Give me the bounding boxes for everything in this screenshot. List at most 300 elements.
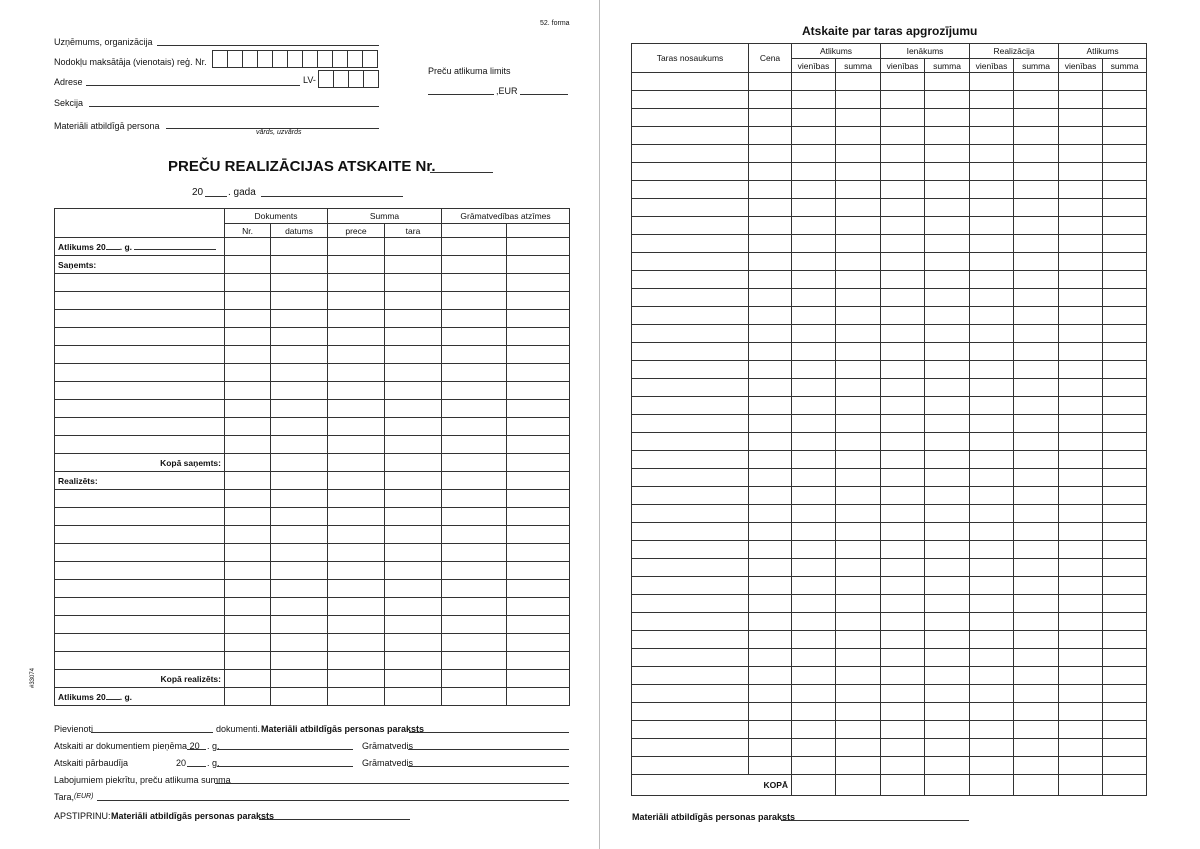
table-cell[interactable]: [792, 451, 836, 469]
table-cell[interactable]: [385, 238, 442, 256]
table-cell[interactable]: [836, 217, 881, 235]
table-cell[interactable]: [507, 256, 570, 274]
table-cell[interactable]: [385, 580, 442, 598]
table-cell[interactable]: [970, 307, 1014, 325]
table-cell[interactable]: [632, 145, 749, 163]
table-cell[interactable]: [1103, 379, 1147, 397]
table-cell[interactable]: [271, 364, 328, 382]
table-cell[interactable]: [632, 685, 749, 703]
table-cell[interactable]: [970, 685, 1014, 703]
table-cell[interactable]: [328, 238, 385, 256]
table-cell[interactable]: [881, 217, 925, 235]
table-cell[interactable]: [632, 631, 749, 649]
table-cell[interactable]: [881, 649, 925, 667]
table-cell[interactable]: [925, 649, 970, 667]
company-field[interactable]: [157, 45, 379, 46]
table-cell[interactable]: [881, 451, 925, 469]
table-cell[interactable]: [792, 577, 836, 595]
table-cell[interactable]: [792, 109, 836, 127]
table-cell[interactable]: [925, 667, 970, 685]
table-cell[interactable]: [632, 109, 749, 127]
table-cell[interactable]: [881, 235, 925, 253]
table-cell[interactable]: [970, 397, 1014, 415]
table-cell[interactable]: [271, 310, 328, 328]
table-cell[interactable]: [225, 382, 271, 400]
table-cell[interactable]: [1014, 451, 1059, 469]
table-cell[interactable]: [507, 310, 570, 328]
table-cell[interactable]: [271, 274, 328, 292]
date-field[interactable]: [261, 196, 403, 197]
table-cell[interactable]: [836, 253, 881, 271]
table-cell[interactable]: [970, 649, 1014, 667]
table-cell[interactable]: [836, 613, 881, 631]
table-cell[interactable]: [1014, 577, 1059, 595]
table-cell[interactable]: [836, 325, 881, 343]
table-cell[interactable]: [1103, 217, 1147, 235]
table-cell[interactable]: [970, 631, 1014, 649]
table-cell[interactable]: [836, 73, 881, 91]
table-cell[interactable]: [507, 292, 570, 310]
table-cell[interactable]: [749, 523, 792, 541]
gramatvedis2-field[interactable]: [408, 766, 569, 767]
table-cell[interactable]: [749, 703, 792, 721]
table-cell[interactable]: [925, 361, 970, 379]
table-cell[interactable]: [1059, 469, 1103, 487]
table-cell[interactable]: [749, 199, 792, 217]
table-cell[interactable]: [328, 256, 385, 274]
table-cell[interactable]: [749, 433, 792, 451]
table-cell[interactable]: [1059, 109, 1103, 127]
table-cell[interactable]: [792, 523, 836, 541]
table-cell[interactable]: [836, 505, 881, 523]
table-cell[interactable]: [792, 361, 836, 379]
table-cell[interactable]: [925, 451, 970, 469]
table-cell[interactable]: [1059, 487, 1103, 505]
table-cell[interactable]: [970, 559, 1014, 577]
table-cell[interactable]: [442, 580, 507, 598]
table-cell[interactable]: [1103, 613, 1147, 631]
table-cell[interactable]: [507, 562, 570, 580]
table-cell[interactable]: [225, 454, 271, 472]
table-cell[interactable]: [1014, 667, 1059, 685]
table-cell[interactable]: [792, 703, 836, 721]
table-cell[interactable]: [442, 382, 507, 400]
table-cell[interactable]: [881, 595, 925, 613]
table-cell[interactable]: [225, 274, 271, 292]
table-cell[interactable]: [271, 454, 328, 472]
table-cell[interactable]: [507, 616, 570, 634]
table-cell[interactable]: [749, 757, 792, 775]
paraksts2-field[interactable]: [259, 819, 410, 820]
table-cell[interactable]: [970, 361, 1014, 379]
table-cell[interactable]: [925, 415, 970, 433]
table-cell[interactable]: [881, 325, 925, 343]
table-cell[interactable]: [632, 523, 749, 541]
table-cell[interactable]: [836, 109, 881, 127]
table-cell[interactable]: [749, 487, 792, 505]
table-cell[interactable]: [1014, 343, 1059, 361]
table-cell[interactable]: [749, 271, 792, 289]
parbaudija-year-field[interactable]: [187, 766, 206, 767]
table-cell[interactable]: [749, 361, 792, 379]
table-cell[interactable]: [1014, 379, 1059, 397]
paraksts-field[interactable]: [409, 732, 569, 733]
table-cell[interactable]: [271, 436, 328, 454]
table-cell[interactable]: [925, 397, 970, 415]
table-cell[interactable]: [632, 649, 749, 667]
table-cell[interactable]: [632, 721, 749, 739]
table-cell[interactable]: [271, 508, 328, 526]
table-cell[interactable]: [1103, 235, 1147, 253]
table-cell[interactable]: [1014, 217, 1059, 235]
table-cell[interactable]: [328, 544, 385, 562]
table-cell[interactable]: [836, 271, 881, 289]
table-cell[interactable]: [328, 670, 385, 688]
table-cell[interactable]: [881, 181, 925, 199]
table-cell[interactable]: [632, 91, 749, 109]
table-cell[interactable]: [1014, 145, 1059, 163]
table-cell[interactable]: [792, 559, 836, 577]
table-cell[interactable]: [925, 235, 970, 253]
table-cell[interactable]: [1103, 721, 1147, 739]
table-cell[interactable]: [271, 652, 328, 670]
table-cell[interactable]: [632, 343, 749, 361]
table-cell[interactable]: [836, 91, 881, 109]
table-cell[interactable]: [271, 490, 328, 508]
table-cell[interactable]: [1103, 577, 1147, 595]
table-cell[interactable]: [1014, 181, 1059, 199]
table-cell[interactable]: [925, 739, 970, 757]
table-cell[interactable]: [792, 469, 836, 487]
gramatvedis-field[interactable]: [408, 749, 569, 750]
table-cell[interactable]: [1103, 397, 1147, 415]
table-cell[interactable]: [225, 490, 271, 508]
table-cell[interactable]: [970, 199, 1014, 217]
table-cell[interactable]: [1103, 649, 1147, 667]
table-cell[interactable]: [881, 559, 925, 577]
table-cell[interactable]: [881, 379, 925, 397]
table-cell[interactable]: [1059, 451, 1103, 469]
table-cell[interactable]: [328, 418, 385, 436]
table-cell[interactable]: [271, 346, 328, 364]
table-cell[interactable]: [925, 703, 970, 721]
table-cell[interactable]: [1059, 379, 1103, 397]
table-cell[interactable]: [836, 289, 881, 307]
table-cell[interactable]: [328, 652, 385, 670]
table-cell[interactable]: [970, 163, 1014, 181]
table-cell[interactable]: [442, 562, 507, 580]
table-cell[interactable]: [836, 487, 881, 505]
table-cell[interactable]: [442, 598, 507, 616]
table-cell[interactable]: [792, 325, 836, 343]
table-cell[interactable]: [881, 577, 925, 595]
table-cell[interactable]: [385, 598, 442, 616]
table-cell[interactable]: [792, 685, 836, 703]
table-cell[interactable]: [1059, 577, 1103, 595]
table-cell[interactable]: [836, 559, 881, 577]
table-cell[interactable]: [970, 451, 1014, 469]
table-cell[interactable]: [442, 490, 507, 508]
table-cell[interactable]: [749, 109, 792, 127]
table-cell[interactable]: [632, 559, 749, 577]
table-cell[interactable]: [970, 343, 1014, 361]
parbaudija-field[interactable]: [217, 766, 353, 767]
table-cell[interactable]: [225, 652, 271, 670]
table-cell[interactable]: [442, 346, 507, 364]
table-cell[interactable]: [1014, 361, 1059, 379]
table-cell[interactable]: [271, 616, 328, 634]
table-cell[interactable]: [1103, 199, 1147, 217]
table-cell[interactable]: [271, 670, 328, 688]
table-cell[interactable]: [632, 307, 749, 325]
table-cell[interactable]: [792, 235, 836, 253]
table-cell[interactable]: [1014, 433, 1059, 451]
table-cell[interactable]: [1103, 289, 1147, 307]
table-cell[interactable]: [328, 292, 385, 310]
table-cell[interactable]: [1059, 325, 1103, 343]
table-cell[interactable]: [925, 271, 970, 289]
table-cell[interactable]: [1014, 505, 1059, 523]
table-cell[interactable]: [632, 127, 749, 145]
table-cell[interactable]: [749, 217, 792, 235]
table-cell[interactable]: [385, 364, 442, 382]
table-cell[interactable]: [970, 613, 1014, 631]
table-cell[interactable]: [836, 235, 881, 253]
table-cell[interactable]: [881, 109, 925, 127]
table-cell[interactable]: [507, 526, 570, 544]
table-cell[interactable]: [507, 472, 570, 490]
table-cell[interactable]: [1103, 685, 1147, 703]
table-cell[interactable]: [385, 634, 442, 652]
table-cell[interactable]: [925, 109, 970, 127]
table-cell[interactable]: [925, 307, 970, 325]
table-cell[interactable]: [442, 256, 507, 274]
table-cell[interactable]: [1014, 685, 1059, 703]
right-sign-field[interactable]: [781, 820, 969, 821]
limit-field[interactable]: [428, 94, 494, 95]
table-cell[interactable]: [1059, 703, 1103, 721]
table-cell[interactable]: [792, 73, 836, 91]
table-cell[interactable]: [970, 487, 1014, 505]
table-cell[interactable]: [881, 703, 925, 721]
table-cell[interactable]: [749, 289, 792, 307]
table-cell[interactable]: [328, 562, 385, 580]
table-cell[interactable]: [1059, 163, 1103, 181]
table-cell[interactable]: [1059, 523, 1103, 541]
table-cell[interactable]: [836, 307, 881, 325]
table-cell[interactable]: [925, 523, 970, 541]
table-cell[interactable]: [632, 577, 749, 595]
table-cell[interactable]: [836, 667, 881, 685]
table-cell[interactable]: [442, 472, 507, 490]
table-cell[interactable]: [442, 454, 507, 472]
table-cell[interactable]: [925, 595, 970, 613]
table-cell[interactable]: [632, 253, 749, 271]
table-cell[interactable]: [836, 721, 881, 739]
table-cell[interactable]: [881, 127, 925, 145]
table-cell[interactable]: [925, 487, 970, 505]
table-cell[interactable]: [792, 487, 836, 505]
table-cell[interactable]: [507, 454, 570, 472]
table-cell[interactable]: [836, 199, 881, 217]
table-cell[interactable]: [836, 469, 881, 487]
table-cell[interactable]: [792, 289, 836, 307]
table-cell[interactable]: [836, 595, 881, 613]
table-cell[interactable]: [1014, 541, 1059, 559]
table-cell[interactable]: [271, 382, 328, 400]
table-cell[interactable]: [1059, 253, 1103, 271]
table-cell[interactable]: [225, 616, 271, 634]
table-cell[interactable]: [385, 562, 442, 580]
table-cell[interactable]: [632, 469, 749, 487]
table-cell[interactable]: [836, 703, 881, 721]
table-cell[interactable]: [507, 274, 570, 292]
table-cell[interactable]: [442, 310, 507, 328]
table-cell[interactable]: [1014, 487, 1059, 505]
table-cell[interactable]: [507, 238, 570, 256]
table-cell[interactable]: [792, 91, 836, 109]
table-cell[interactable]: [749, 559, 792, 577]
table-cell[interactable]: [881, 397, 925, 415]
table-cell[interactable]: [385, 652, 442, 670]
table-cell[interactable]: [925, 613, 970, 631]
table-cell[interactable]: [881, 91, 925, 109]
table-cell[interactable]: [925, 217, 970, 235]
table-cell[interactable]: [881, 469, 925, 487]
table-cell[interactable]: [881, 361, 925, 379]
table-cell[interactable]: [385, 292, 442, 310]
table-cell[interactable]: [1014, 253, 1059, 271]
table-cell[interactable]: [225, 418, 271, 436]
table-cell[interactable]: [970, 145, 1014, 163]
table-cell[interactable]: [749, 73, 792, 91]
table-cell[interactable]: [385, 418, 442, 436]
table-cell[interactable]: [271, 238, 328, 256]
table-cell[interactable]: [507, 436, 570, 454]
table-cell[interactable]: [442, 436, 507, 454]
table-cell[interactable]: [507, 382, 570, 400]
table-cell[interactable]: [1059, 559, 1103, 577]
table-cell[interactable]: [749, 685, 792, 703]
tara-field[interactable]: [97, 800, 569, 801]
table-cell[interactable]: [792, 433, 836, 451]
table-cell[interactable]: [836, 649, 881, 667]
table-cell[interactable]: [970, 469, 1014, 487]
table-cell[interactable]: [1059, 415, 1103, 433]
date-year-field[interactable]: [205, 196, 227, 197]
table-cell[interactable]: [749, 181, 792, 199]
table-cell[interactable]: [271, 634, 328, 652]
table-cell[interactable]: [632, 199, 749, 217]
table-cell[interactable]: [225, 562, 271, 580]
table-cell[interactable]: [792, 199, 836, 217]
table-cell[interactable]: [836, 379, 881, 397]
table-cell[interactable]: [1014, 721, 1059, 739]
table-cell[interactable]: [1103, 109, 1147, 127]
table-cell[interactable]: [442, 418, 507, 436]
table-cell[interactable]: [1059, 433, 1103, 451]
table-cell[interactable]: [792, 613, 836, 631]
table-cell[interactable]: [792, 415, 836, 433]
table-cell[interactable]: [749, 721, 792, 739]
table-cell[interactable]: [836, 145, 881, 163]
table-cell[interactable]: [749, 739, 792, 757]
table-cell[interactable]: [1103, 739, 1147, 757]
table-cell[interactable]: [1103, 145, 1147, 163]
address-field[interactable]: [86, 85, 300, 86]
table-cell[interactable]: [385, 328, 442, 346]
table-cell[interactable]: [1059, 613, 1103, 631]
table-cell[interactable]: [328, 472, 385, 490]
table-cell[interactable]: [1059, 145, 1103, 163]
table-cell[interactable]: [792, 271, 836, 289]
table-cell[interactable]: [925, 757, 970, 775]
table-cell[interactable]: [507, 400, 570, 418]
table-cell[interactable]: [792, 595, 836, 613]
table-cell[interactable]: [632, 289, 749, 307]
table-cell[interactable]: [970, 289, 1014, 307]
table-cell[interactable]: [1059, 289, 1103, 307]
table-cell[interactable]: [792, 253, 836, 271]
table-cell[interactable]: [792, 667, 836, 685]
table-cell[interactable]: [1059, 127, 1103, 145]
table-cell[interactable]: [328, 274, 385, 292]
table-cell[interactable]: [881, 613, 925, 631]
table-cell[interactable]: [1059, 73, 1103, 91]
table-cell[interactable]: [925, 343, 970, 361]
table-cell[interactable]: [632, 163, 749, 181]
table-cell[interactable]: [1103, 451, 1147, 469]
table-cell[interactable]: [1014, 739, 1059, 757]
table-cell[interactable]: [1103, 271, 1147, 289]
table-cell[interactable]: [1059, 649, 1103, 667]
table-cell[interactable]: [792, 721, 836, 739]
table-cell[interactable]: [1014, 325, 1059, 343]
table-cell[interactable]: [836, 397, 881, 415]
table-cell[interactable]: [1014, 271, 1059, 289]
table-cell[interactable]: [225, 256, 271, 274]
table-cell[interactable]: [442, 364, 507, 382]
table-cell[interactable]: [271, 526, 328, 544]
table-cell[interactable]: [328, 688, 385, 706]
table-cell[interactable]: [1014, 307, 1059, 325]
table-cell[interactable]: [881, 721, 925, 739]
table-cell[interactable]: [1014, 469, 1059, 487]
table-cell[interactable]: [442, 634, 507, 652]
table-cell[interactable]: [881, 631, 925, 649]
table-cell[interactable]: [1103, 541, 1147, 559]
table-cell[interactable]: [836, 739, 881, 757]
table-cell[interactable]: [970, 505, 1014, 523]
table-cell[interactable]: [1014, 559, 1059, 577]
table-cell[interactable]: [1059, 631, 1103, 649]
table-cell[interactable]: [970, 739, 1014, 757]
table-cell[interactable]: [792, 217, 836, 235]
table-cell[interactable]: [970, 379, 1014, 397]
table-cell[interactable]: [442, 652, 507, 670]
table-cell[interactable]: [881, 73, 925, 91]
table-cell[interactable]: [749, 577, 792, 595]
table-cell[interactable]: [1014, 595, 1059, 613]
table-cell[interactable]: [442, 292, 507, 310]
table-cell[interactable]: [925, 469, 970, 487]
table-cell[interactable]: [1059, 739, 1103, 757]
table-cell[interactable]: [632, 613, 749, 631]
table-cell[interactable]: [925, 145, 970, 163]
table-cell[interactable]: [507, 418, 570, 436]
table-cell[interactable]: [507, 652, 570, 670]
table-cell[interactable]: [385, 436, 442, 454]
